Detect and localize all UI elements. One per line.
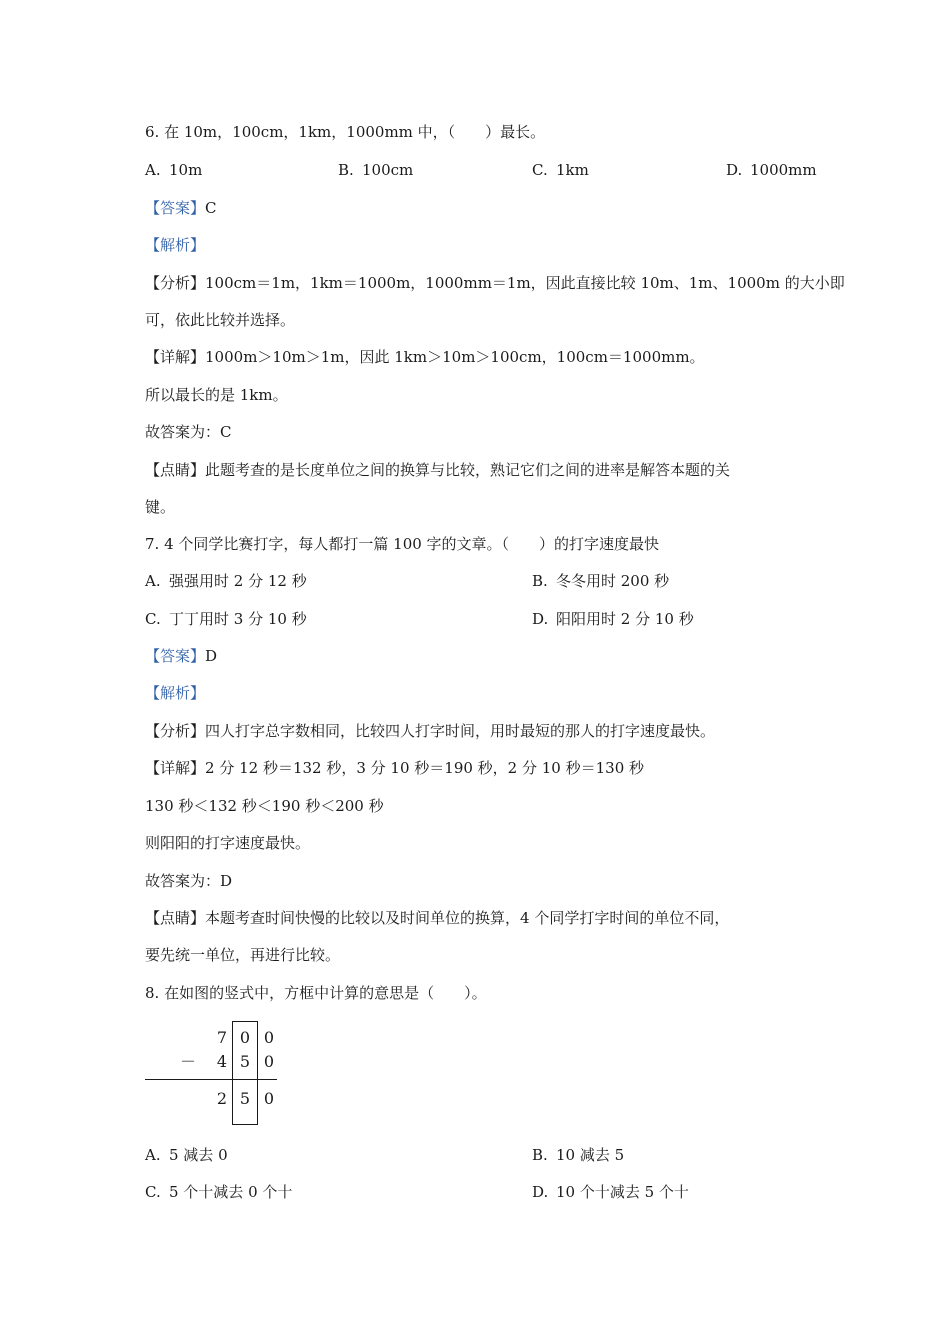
option-text: 强强用时 2 分 12 秒 <box>169 572 307 590</box>
option-letter: D. <box>726 161 743 179</box>
comment-tag: 【点睛】 <box>145 461 206 479</box>
q7-option-d[interactable] <box>532 609 694 629</box>
q7-question: 7. 4 个同学比赛打字，每人都打一篇 100 字的文章。（ ）的打字速度最快 <box>145 535 660 553</box>
q6-detail-cont: 所以最长的是 1km。 <box>145 386 288 404</box>
q6-option-c[interactable] <box>532 160 589 180</box>
option-text: 10 个十减去 5 个十 <box>556 1183 689 1201</box>
option-text: 1km <box>556 161 589 179</box>
option-text: 10m <box>169 161 203 179</box>
detail-tag: 【详解】 <box>145 759 206 777</box>
analysis-text: 四人打字总字数相同，比较四人打字时间，用时最短的那人的打字速度最快。 <box>205 722 716 740</box>
q6-final: 故答案为：C <box>145 423 232 441</box>
q6-answer <box>145 198 217 218</box>
difference-tens: 5 <box>239 1089 251 1108</box>
q7-comment <box>145 908 729 928</box>
detail-text: 2 分 12 秒＝132 秒，3 分 10 秒＝190 秒，2 分 10 秒＝130 秒 <box>205 759 645 777</box>
option-letter: D. <box>532 1183 549 1201</box>
q8-option-a[interactable] <box>145 1145 228 1165</box>
q7-option-c[interactable] <box>145 609 307 629</box>
minuend-ones: 0 <box>263 1028 275 1047</box>
option-letter: C. <box>145 1183 161 1201</box>
q6-question: 6. 在 10m，100cm，1km，1000mm 中，（ ）最长。 <box>145 123 546 141</box>
comment-text: 此题考查的是长度单位之间的换算与比较，熟记它们之间的进率是解答本题的关 <box>205 461 731 479</box>
answer-value: C <box>205 199 217 217</box>
analysis-tag: 【分析】 <box>145 274 206 292</box>
subtrahend-hundreds: 4 <box>216 1052 228 1071</box>
tens-column-box <box>232 1021 258 1125</box>
minuend-hundreds: 7 <box>216 1028 228 1047</box>
difference-ones: 0 <box>263 1089 275 1108</box>
comment-text: 本题考查时间快慢的比较以及时间单位的换算，4 个同学打字时间的单位不同， <box>205 909 730 927</box>
option-letter: C. <box>145 610 161 628</box>
subtrahend-tens: 5 <box>239 1052 251 1071</box>
difference-hundreds: 2 <box>216 1089 228 1108</box>
option-letter: B. <box>532 1146 548 1164</box>
q8-option-b[interactable] <box>532 1145 624 1165</box>
analysis-tag: 【分析】 <box>145 722 206 740</box>
subtrahend-ones: 0 <box>263 1052 275 1071</box>
answer-value: D <box>205 647 218 665</box>
q6-analysis-cont: 可，依此比较并选择。 <box>145 311 296 329</box>
minus-sign: － <box>179 1052 196 1071</box>
q7-answer <box>145 646 217 666</box>
option-text: 5 减去 0 <box>169 1146 228 1164</box>
q8-question: 8. 在如图的竖式中，方框中计算的意思是（ ）。 <box>145 984 487 1002</box>
q6-comment-cont: 键。 <box>145 498 176 516</box>
q7-detail-cont-1: 130 秒＜132 秒＜190 秒＜200 秒 <box>145 797 384 815</box>
q6-option-d[interactable] <box>726 160 817 180</box>
option-text: 阳阳用时 2 分 10 秒 <box>556 610 694 628</box>
option-letter: D. <box>532 610 549 628</box>
option-text: 10 减去 5 <box>556 1146 625 1164</box>
option-text: 丁丁用时 3 分 10 秒 <box>169 610 307 628</box>
q6-option-b[interactable] <box>338 160 413 180</box>
q7-option-b[interactable] <box>532 571 669 591</box>
minuend-tens: 0 <box>239 1028 251 1047</box>
detail-tag: 【详解】 <box>145 348 206 366</box>
q6-analysis <box>145 273 845 293</box>
q7-option-a[interactable] <box>145 571 307 591</box>
q7-final: 故答案为：D <box>145 872 233 890</box>
q6-jiexi-tag: 【解析】 <box>145 236 206 254</box>
q7-comment-cont: 要先统一单位，再进行比较。 <box>145 946 341 964</box>
vertical-subtraction <box>140 1018 290 1130</box>
option-letter: A. <box>145 161 161 179</box>
option-letter: A. <box>145 1146 161 1164</box>
q7-detail <box>145 758 644 778</box>
option-letter: B. <box>532 572 548 590</box>
detail-text: 1000m＞10m＞1m，因此 1km＞10m＞100cm，100cm＝1000mm。 <box>205 348 705 366</box>
q6-detail <box>145 347 705 367</box>
option-text: 冬冬用时 200 秒 <box>556 572 670 590</box>
q8-option-c[interactable] <box>145 1182 292 1202</box>
option-letter: A. <box>145 572 161 590</box>
q7-jiexi-tag: 【解析】 <box>145 684 206 702</box>
option-letter: C. <box>532 161 548 179</box>
q6-comment <box>145 460 730 480</box>
answer-tag: 【答案】 <box>145 647 206 665</box>
q6-option-a[interactable] <box>145 160 202 180</box>
q8-option-d[interactable] <box>532 1182 689 1202</box>
answer-tag: 【答案】 <box>145 199 206 217</box>
option-letter: B. <box>338 161 354 179</box>
option-text: 5 个十减去 0 个十 <box>169 1183 293 1201</box>
analysis-text: 100cm＝1m，1km＝1000m，1000mm＝1m，因此直接比较 10m、1m、1000m 的大小即 <box>205 274 845 292</box>
q7-analysis <box>145 721 715 741</box>
option-text: 100cm <box>362 161 414 179</box>
comment-tag: 【点睛】 <box>145 909 206 927</box>
q7-detail-cont-2: 则阳阳的打字速度最快。 <box>145 834 311 852</box>
option-text: 1000mm <box>750 161 817 179</box>
